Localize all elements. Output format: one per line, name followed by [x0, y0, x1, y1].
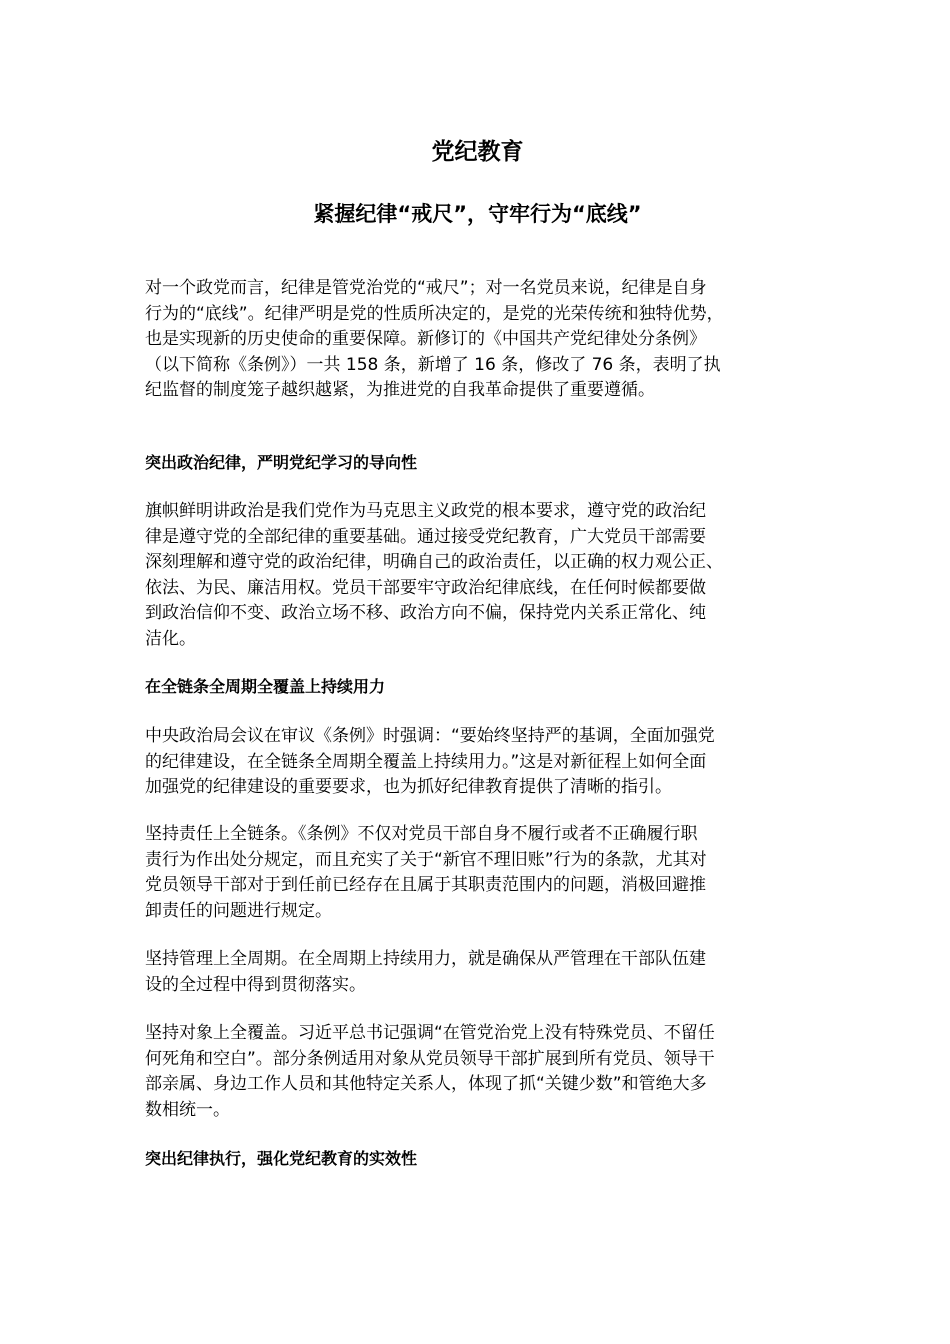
paragraph-line: 对一个政党而言，纪律是管党治党的“戒尺”；对一名党员来说，纪律是自身: [145, 278, 707, 298]
paragraph-line: 律是遵守党的全部纪律的重要基础。通过接受党纪教育，广大党员干部需要: [145, 526, 706, 547]
paragraph-line: 卸责任的问题进行规定。: [145, 900, 332, 921]
paragraph-line: （以下简称《条例》）一共 158 条，新增了 16 条，修改了 76 条，表明了执: [145, 354, 721, 375]
paragraph-line: 数相统一。: [145, 1099, 230, 1120]
paragraph-line: 责行为作出处分规定，而且充实了关于“新官不理旧账”行为的条款，尤其对: [145, 849, 707, 870]
section2-paragraph-3: [145, 947, 810, 998]
paragraph-line: 深刻理解和遵守党的政治纪律，明确自己的政治责任，以正确的权力观公正、: [145, 552, 723, 573]
paragraph-line: 何死角和空白”。部分条例适用对象从党员领导干部扩展到所有党员、领导干: [145, 1048, 715, 1069]
paragraph-line: 依法、为民、廉洁用权。党员干部要牢守政治纪律底线，在任何时候都要做: [145, 577, 706, 598]
section2-paragraph-2: [145, 822, 810, 924]
paragraph-line: 洁化。: [145, 628, 196, 649]
paragraph-line: 中央政治局会议在审议《条例》时强调：“要始终坚持严的基调，全面加强党: [145, 726, 715, 746]
section2-paragraph-4: [145, 1021, 810, 1123]
paragraph-line: 坚持责任上全链条。《条例》不仅对党员干部自身不履行或者不正确履行职: [145, 824, 698, 844]
paragraph-line: 旗帜鲜明讲政治是我们党作为马克思主义政党的根本要求，遵守党的政治纪: [145, 501, 706, 521]
paragraph-line: 加强党的纪律建设的重要要求，也为抓好纪律教育提供了清晰的指引。: [145, 777, 672, 798]
section-heading-discipline-enforcement: 突出纪律执行，强化党纪教育的实效性: [145, 1149, 418, 1168]
paragraph-line: 部亲属、身边工作人员和其他特定关系人，体现了抓“关键少数”和管绝大多: [145, 1074, 707, 1095]
section-heading-political-discipline: 突出政治纪律，严明党纪学习的导向性: [145, 453, 418, 472]
intro-paragraph: [145, 276, 810, 404]
paragraph-line: 党员领导干部对于到任前已经存在且属于其职责范围内的问题，消极回避推: [145, 875, 706, 896]
paragraph-line: 坚持管理上全周期。在全周期上持续用力，就是确保从严管理在干部队伍建: [145, 949, 706, 969]
paragraph-line: 也是实现新的历史使命的重要保障。新修订的《中国共产党纪律处分条例》: [145, 329, 706, 350]
document-subtitle: 紧握纪律“戒尺”，守牢行为“底线”: [313, 202, 642, 226]
section1-paragraph: [145, 499, 810, 653]
document-title: 党纪教育: [431, 139, 524, 165]
paragraph-line: 到政治信仰不变、政治立场不移、政治方向不偏，保持党内关系正常化、纯: [145, 603, 706, 624]
paragraph-line: 坚持对象上全覆盖。习近平总书记强调“在管党治党上没有特殊党员、不留任: [145, 1023, 715, 1043]
section-heading-full-coverage: 在全链条全周期全覆盖上持续用力: [145, 677, 386, 696]
section2-paragraph-1: [145, 724, 810, 801]
paragraph-line: 的纪律建设，在全链条全周期全覆盖上持续用力。”这是对新征程上如何全面: [145, 751, 707, 772]
paragraph-line: 设的全过程中得到贯彻落实。: [145, 974, 366, 995]
paragraph-line: 行为的“底线”。纪律严明是党的性质所决定的，是党的光荣传统和独特优势，: [145, 303, 724, 324]
paragraph-line: 纪监督的制度笼子越织越紧，为推进党的自我革命提供了重要遵循。: [145, 380, 655, 401]
